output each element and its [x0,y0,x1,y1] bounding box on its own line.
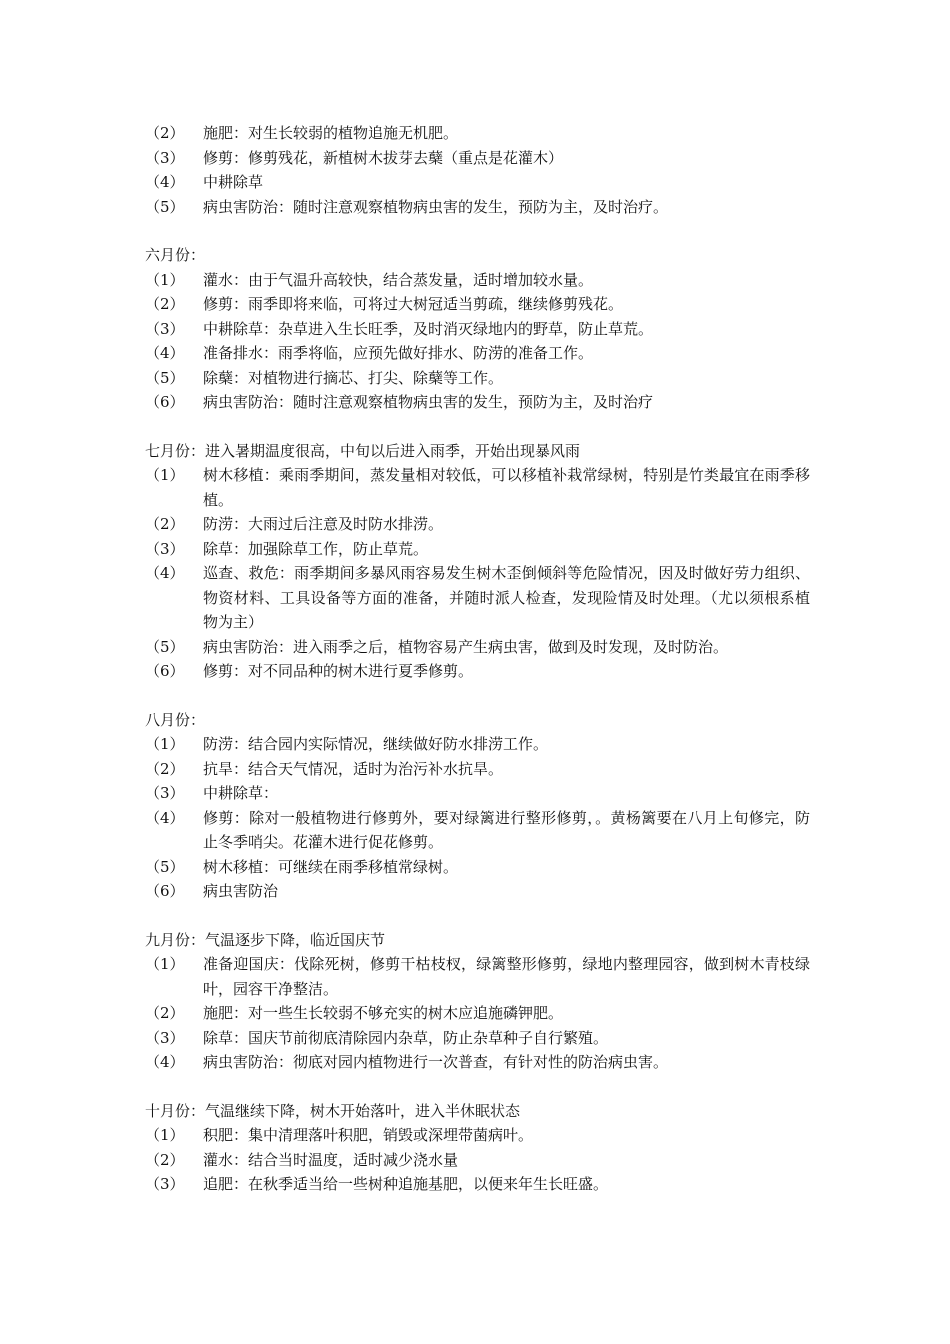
section-heading: 六月份： [145,246,206,264]
section [145,121,810,219]
list-item [145,855,810,880]
list-item [145,879,810,904]
list-item [145,1148,810,1173]
item-text: 修剪：雨季即将来临，可将过大树冠适当剪疏，继续修剪残花。 [203,295,624,313]
list-item [145,121,810,146]
item-number: （6） [145,393,185,411]
item-text: 灌水：结合当时温度，适时减少浇水量 [203,1150,459,1169]
section [145,439,810,684]
item-number: （3） [145,539,185,558]
list-item [145,732,810,757]
item-text: 病虫害防治：随时注意观察植物病虫害的发生，预防为主，及时治疗。 [203,197,669,216]
list-item [145,1123,810,1148]
item-number: （1） [145,955,185,973]
item-number: （3） [145,148,185,167]
item-number: （2） [145,759,185,778]
item-number: （5） [145,637,185,656]
section-heading: 十月份：气温继续下降，树木开始落叶，进入半休眠状态 [145,1101,521,1120]
item-number: （2） [145,295,185,313]
item-number: （2） [145,1004,185,1022]
list-item [145,268,810,293]
section [145,243,810,415]
list-item [145,390,810,415]
item-number: （2） [145,515,185,533]
item-number: （4） [145,173,185,191]
list-item [145,1026,810,1051]
item-text: 灌水：由于气温升高较快，结合蒸发量，适时增加较水量。 [203,270,594,289]
item-text: 除草：加强除草工作，防止草荒。 [203,539,429,558]
item-text: 防涝：大雨过后注意及时防水排涝。 [203,515,444,533]
list-item [145,757,810,782]
item-text: 积肥：集中清理落叶积肥，销毁或深埋带菌病叶。 [203,1126,534,1144]
item-number: （4） [145,564,185,582]
item-number: （3） [145,319,185,338]
list-item [145,146,810,171]
item-number: （2） [145,1150,185,1169]
list-item [145,561,810,635]
list-item [145,195,810,220]
item-text: 巡查、救危：雨季期间多暴风雨容易发生树木歪倒倾斜等危险情况，因及时做好劳力组织、物资材料、工具设备等方面的准备，并随时派人检查，发现险情及时处理。（尤以须根系植物为主） [203,564,810,631]
item-text: 病虫害防治 [203,882,279,900]
section-heading: 九月份：气温逐步下降，临近国庆节 [145,930,386,949]
item-number: （2） [145,124,185,142]
item-text: 病虫害防治：彻底对园内植物进行一次普查，有针对性的防治病虫害。 [203,1053,669,1071]
section-heading: 七月份：进入暑期温度很高，中旬以后进入雨季，开始出现暴风雨 [145,441,581,460]
item-text: 树木移植：可继续在雨季移植常绿树。 [203,857,459,876]
item-number: （5） [145,368,185,387]
section [145,708,810,904]
item-text: 修剪：对不同品种的树木进行夏季修剪。 [203,662,474,680]
item-number: （6） [145,882,185,900]
item-text: 准备排水：雨季将临，应预先做好排水、防涝的准备工作。 [203,344,594,362]
list-item [145,1172,810,1197]
item-number: （3） [145,1175,185,1193]
list-item [145,366,810,391]
list-item [145,952,810,1001]
item-text: 除草：国庆节前彻底清除园内杂草，防止杂草种子自行繁殖。 [203,1028,609,1047]
document-body [145,121,810,1221]
list-item [145,537,810,562]
item-text: 中耕除草： [203,784,279,802]
list-item [145,1050,810,1075]
item-text: 施肥：对生长较弱的植物追施无机肥。 [203,124,459,142]
list-item [145,170,810,195]
item-text: 除蘖：对植物进行摘芯、打尖、除蘖等工作。 [203,368,504,387]
list-item [145,635,810,660]
item-text: 中耕除草：杂草进入生长旺季，及时消灭绿地内的野草，防止草荒。 [203,319,654,338]
item-number: （4） [145,1053,185,1071]
list-item [145,292,810,317]
list-item [145,781,810,806]
item-text: 修剪：修剪残花，新植树木拔芽去蘖（重点是花灌木） [203,148,564,167]
section [145,1099,810,1197]
item-text: 防涝：结合园内实际情况，继续做好防水排涝工作。 [203,735,549,753]
item-text: 追肥：在秋季适当给一些树种追施基肥，以便来年生长旺盛。 [203,1175,609,1193]
list-item [145,341,810,366]
section-heading: 八月份： [145,710,206,729]
item-text: 病虫害防治：进入雨季之后，植物容易产生病虫害，做到及时发现，及时防治。 [203,637,729,656]
list-item [145,512,810,537]
item-text: 树木移植：乘雨季期间，蒸发量相对较低，可以移植补栽常绿树，特别是竹类最宜在雨季移植。 [203,466,810,509]
item-text: 施肥：对一些生长较弱不够充实的树木应追施磷钾肥。 [203,1004,564,1022]
item-text: 病虫害防治：随时注意观察植物病虫害的发生，预防为主，及时治疗 [203,393,654,411]
item-text: 中耕除草 [203,173,264,191]
item-number: （6） [145,662,185,680]
item-text: 抗旱：结合天气情况，适时为治污补水抗旱。 [203,759,504,778]
item-number: （3） [145,784,185,802]
item-number: （1） [145,466,185,484]
item-number: （1） [145,1126,185,1144]
item-number: （4） [145,344,185,362]
section [145,928,810,1075]
item-text: 准备迎国庆：伐除死树，修剪干枯枝杈，绿篱整形修剪，绿地内整理园容，做到树木青枝绿叶，园容干净整洁。 [203,955,810,998]
item-number: （5） [145,197,185,216]
item-number: （1） [145,270,185,289]
list-item [145,317,810,342]
item-number: （3） [145,1028,185,1047]
list-item [145,1001,810,1026]
item-number: （4） [145,808,185,827]
list-item [145,659,810,684]
item-text: 修剪：除对一般植物进行修剪外，要对绿篱进行整形修剪，。黄杨篱要在八月上旬修完，防止冬季哨尖。花灌木进行促花修剪。 [203,808,810,851]
item-number: （5） [145,857,185,876]
list-item [145,463,810,512]
item-number: （1） [145,735,185,753]
list-item [145,806,810,855]
